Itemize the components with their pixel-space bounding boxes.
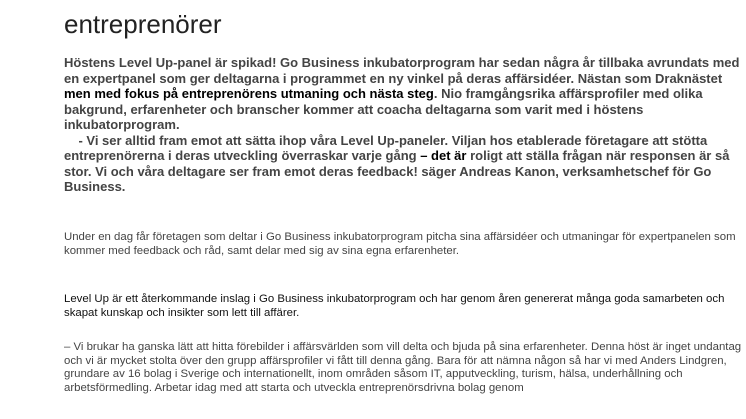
lead-emphasis-2: – det är bbox=[420, 148, 467, 163]
lead-text-1: Höstens Level Up-panel är spikad! Go Business inkubatorprogram har sedan några år tillbaka avrundats med en expertpanel som ger deltagarna i programmet en ny vinkel på deras affärsidéer. Nästan som Draknästet bbox=[64, 55, 740, 86]
article-title: entreprenörer bbox=[64, 9, 222, 40]
lead-emphasis-1: men med fokus på entreprenörens utmaning och nästa steg bbox=[64, 86, 434, 101]
lead-text-2: - Vi ser alltid fram emot att sätta ihop våra Level Up-paneler. Viljan hos etablerade företagare att stötta entreprenörerna i deras utveckling överraskar varje gång bbox=[64, 132, 708, 163]
lead-sentence-1 bbox=[64, 55, 744, 133]
lead-text-1-end: . Nio framgångsrika affärsprofiler med olika bakgrund, erfarenheter och branscher kommer att coacha deltagarna som varit med i höstens inkubatorprogram. bbox=[64, 86, 703, 132]
body-paragraph-1: Under en dag får företagen som deltar i Go Business inkubatorprogram pitcha sina affärsidéer och utmaningar för expertpanelen som kommer med feedback och råd, samt delar med sig av sina egna erfarenheter. bbox=[64, 231, 736, 257]
lead-text-2-end: roligt att ställa frågan när responsen är så stor. Vi och våra deltagare ser fram emot deras feedback! säger Andreas Kanon, verksamhetschef för Go Business. bbox=[64, 148, 730, 194]
lead-paragraph bbox=[64, 55, 744, 195]
body-paragraph-3: – Vi brukar ha ganska lätt att hitta förebilder i affärsvärlden som vill delta och bjuda på sina erfarenheter. Denna höst är inget undantag och vi är mycket stolta över den grupp affärsprofiler vi fått till denna gång. Bara för att nämna någon så har vi med Anders Lindgren, grundare av 16 bolag i Sverige och internationellt, inom områden såsom IT, apputveckling, turism, hälsa, underhållning och arbetsförmedling. Arbetar idag med att starta och utveckla entreprenörsdrivna bolag genom bbox=[64, 341, 742, 394]
lead-quote bbox=[64, 133, 744, 195]
body-paragraph-2: Level Up är ett återkommande inslag i Go Business inkubatorprogram och har genom åren genererat många goda samarbeten och skapat kunskap och insikter som lett till affärer. bbox=[64, 293, 725, 319]
